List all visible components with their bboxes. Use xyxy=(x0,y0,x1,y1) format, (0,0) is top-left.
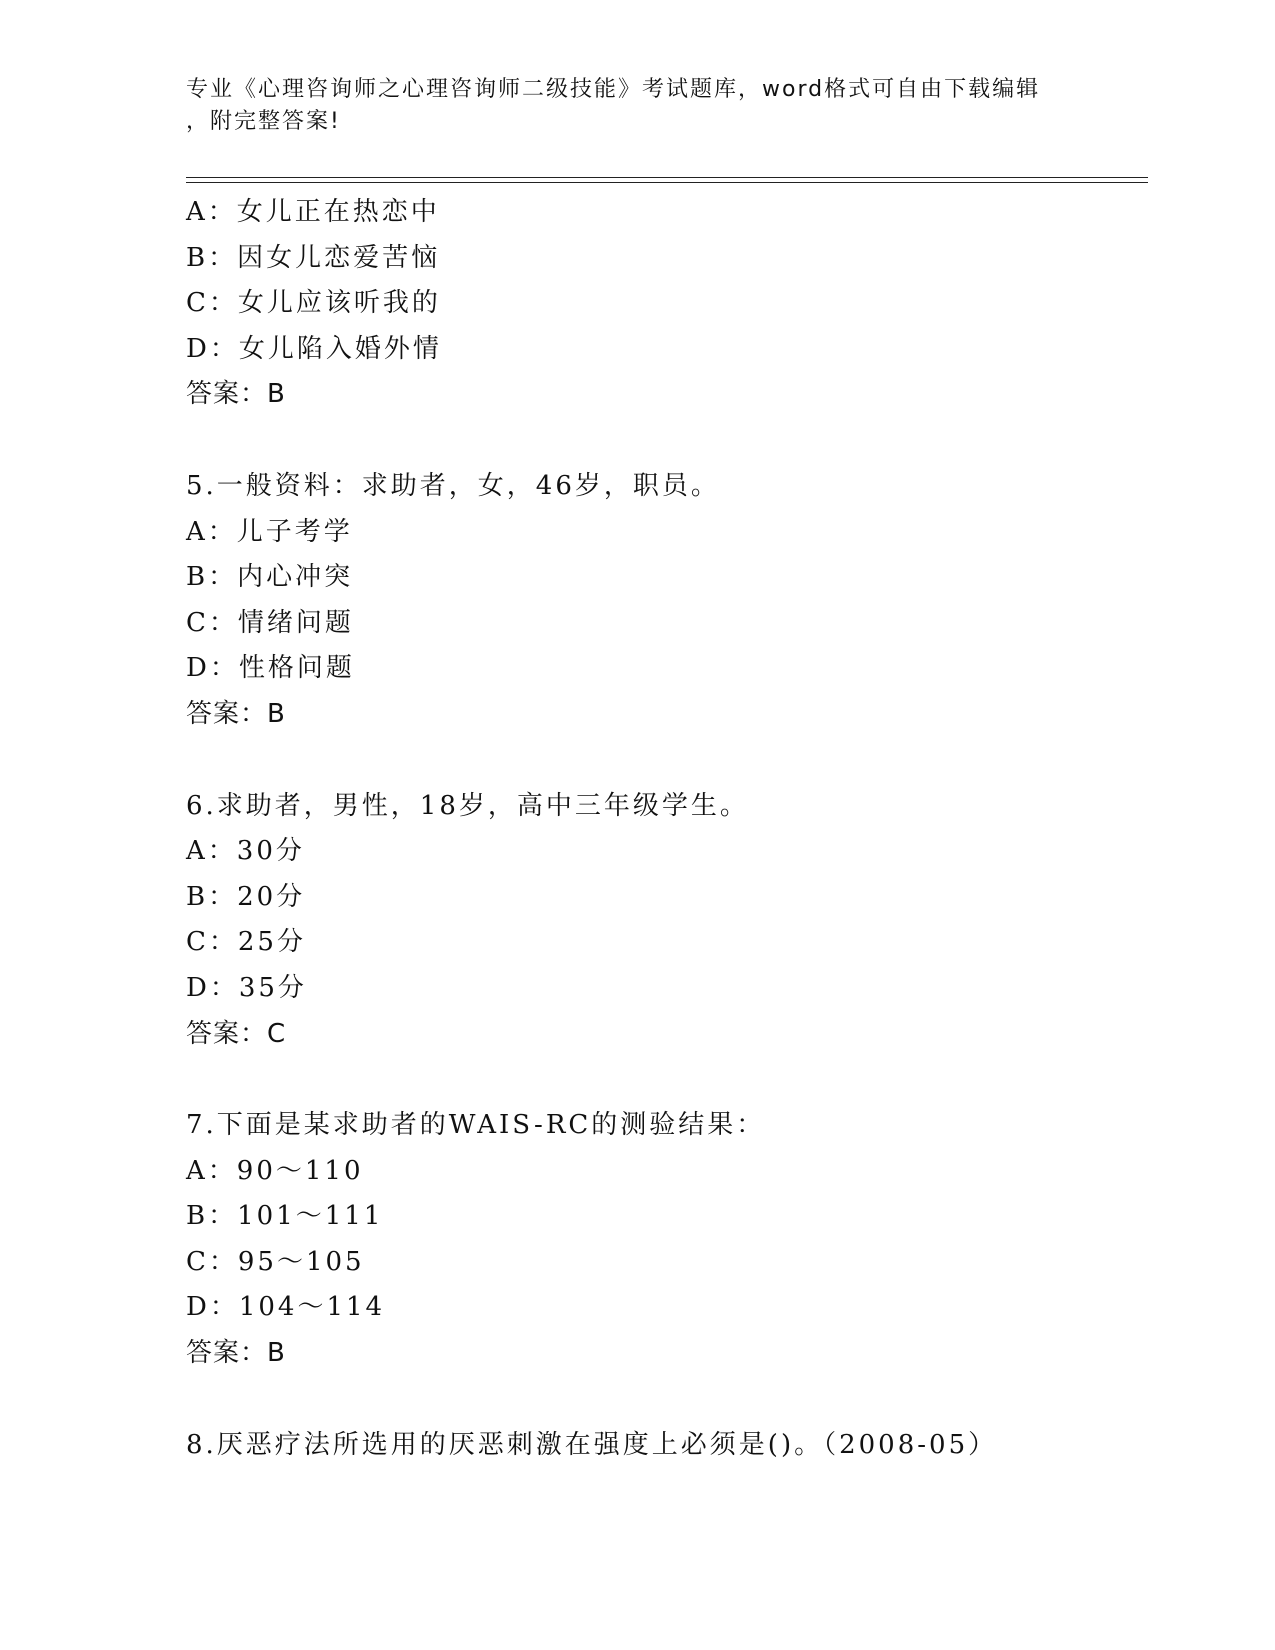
header-title-continuation: ，附完整答案! xyxy=(186,109,341,134)
option-b: B：20分 xyxy=(186,881,306,912)
answer-line: 答案：B xyxy=(186,698,286,729)
option-d: D：104～114 xyxy=(186,1292,386,1323)
spacer xyxy=(186,738,1146,784)
option-d: D：性格问题 xyxy=(186,653,355,684)
option-c: C：女儿应该听我的 xyxy=(186,288,441,319)
option-c: C：情绪问题 xyxy=(186,607,354,638)
answer-line: 答案：C xyxy=(186,1018,287,1049)
header-divider-bottom xyxy=(186,182,1148,183)
spacer xyxy=(186,418,1146,464)
option-a: A：90～110 xyxy=(186,1155,364,1186)
option-a: A：女儿正在热恋中 xyxy=(186,197,440,227)
question-4-block xyxy=(186,190,1146,418)
option-c: C：25分 xyxy=(186,927,306,958)
option-d: D：女儿陷入婚外情 xyxy=(186,333,442,364)
spacer xyxy=(186,1377,1146,1423)
option-d: D：35分 xyxy=(186,972,307,1003)
header-title-line: 专业《心理咨询师之心理咨询师二级技能》考试题库，word格式可自由下载编辑 xyxy=(186,77,1041,102)
option-b: B：内心冲突 xyxy=(186,562,354,593)
question-5-block xyxy=(186,464,1146,738)
answer-line: 答案：B xyxy=(186,1338,286,1369)
question-7-block xyxy=(186,1103,1146,1377)
option-b: B：101～111 xyxy=(186,1201,384,1232)
question-list xyxy=(186,190,1146,1468)
option-c: C：95～105 xyxy=(186,1246,365,1277)
option-a: A：儿子考学 xyxy=(186,516,353,547)
option-a: A：30分 xyxy=(186,836,305,867)
question-stem: 6.求助者，男性，18岁，高中三年级学生。 xyxy=(186,790,749,821)
document-header xyxy=(186,74,1086,138)
spacer xyxy=(186,1057,1146,1103)
option-b: B：因女儿恋爱苦恼 xyxy=(186,242,441,273)
header-divider-top xyxy=(186,177,1148,178)
answer-line: 答案：B xyxy=(186,379,286,410)
question-8-block xyxy=(186,1423,1146,1469)
question-stem: 5.一般资料：求助者，女，46岁，职员。 xyxy=(186,470,720,501)
question-stem: 8.厌恶疗法所选用的厌恶刺激在强度上必须是()。（2008-05） xyxy=(186,1429,998,1460)
question-stem: 7.下面是某求助者的WAIS-RC的测验结果： xyxy=(186,1110,766,1141)
question-6-block xyxy=(186,784,1146,1058)
